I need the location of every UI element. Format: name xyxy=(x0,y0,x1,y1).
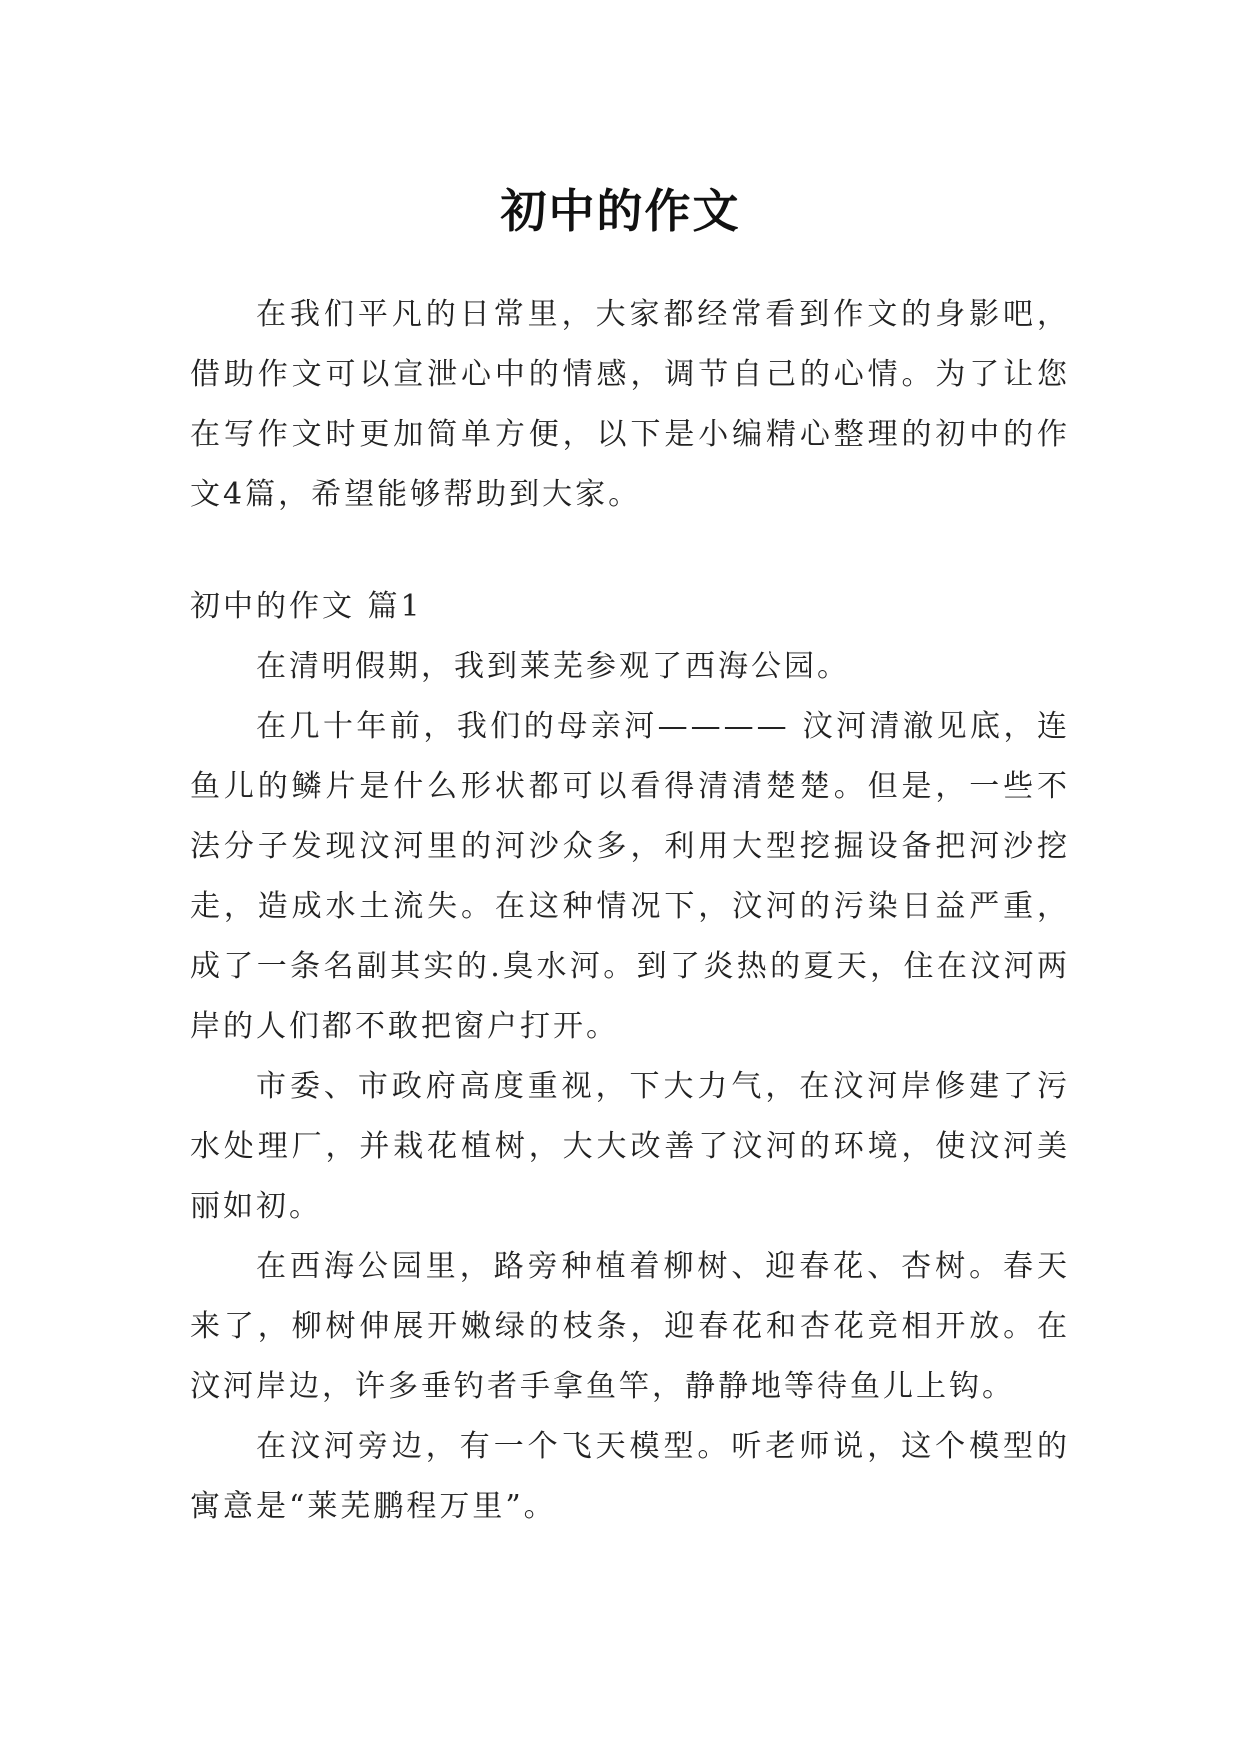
body-paragraph: 在西海公园里，路旁种植着柳树、迎春花、杏树。春天来了，柳树伸展开嫩绿的枝条，迎春花和杏花竞相开放。在汶河岸边，许多垂钓者手拿鱼竿，静静地等待鱼儿上钩。 xyxy=(190,1249,1070,1404)
document-title: 初中的作文 xyxy=(500,183,741,238)
body-paragraph: 在汶河旁边，有一个飞天模型。听老师说，这个模型的寓意是“莱芜鹏程万里”。 xyxy=(190,1429,1070,1524)
intro-paragraph: 在我们平凡的日常里，大家都经常看到作文的身影吧，借助作文可以宣泄心中的情感，调节自己的心情。为了让您在写作文时更加简单方便，以下是小编精心整理的初中的作文4篇，希望能够帮助到大家。 xyxy=(190,297,1070,512)
body-paragraph: 市委、市政府高度重视，下大力气，在汶河岸修建了污水处理厂，并栽花植树，大大改善了汶河的环境，使汶河美丽如初。 xyxy=(190,1069,1070,1224)
section-heading: 初中的作文 篇1 xyxy=(190,589,423,624)
body-paragraph: 在清明假期，我到莱芜参观了西海公园。 xyxy=(256,649,850,684)
body-paragraph: 在几十年前，我们的母亲河———— 汶河清澈见底，连鱼儿的鳞片是什么形状都可以看得清清楚楚。但是，一些不法分子发现汶河里的河沙众多，利用大型挖掘设备把河沙挖走，造成水土流失。在这种情况下，汶河的污染日益严重，成了一条名副其实的.臭水河。到了炎热的夏天，住在汶河两岸的人们都不敢把窗户打开。 xyxy=(190,709,1070,1044)
